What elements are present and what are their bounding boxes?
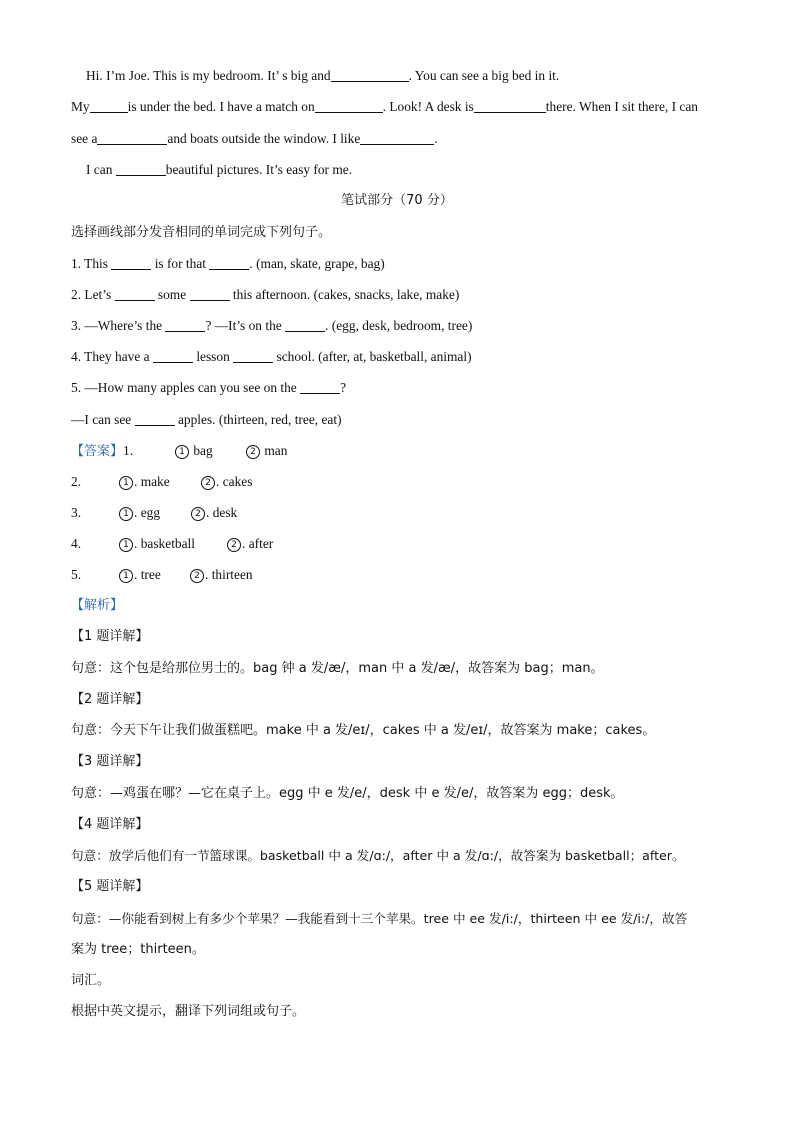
instruction: 选择画线部分发音相同的单词完成下列句子。 <box>71 225 332 240</box>
passage-line-3 <box>71 130 438 148</box>
question-1: 1. This is for that . (man, skate, grape, bag) <box>71 256 385 271</box>
detail-text-3: 句意：—鸡蛋在哪？—它在桌子上。egg 中 e 发/e/，desk 中 e 发/e/，故答案为 egg；desk。 <box>71 786 624 801</box>
passage-line-1 <box>86 67 559 85</box>
blank <box>116 163 166 176</box>
answer-label: 【答案】 <box>71 444 124 459</box>
question-4: 4. They have a lesson school. (after, at, basketball, animal) <box>71 349 472 364</box>
blank <box>115 288 155 301</box>
passage-text: is under the bed. I have a match on <box>127 99 315 114</box>
detail-text-2: 句意：今天下午让我们做蛋糕吧。make 中 a 发/eɪ/，cakes 中 a 发/eɪ/，故答案为 make；cakes。 <box>71 723 656 738</box>
question-3: 3. —Where’s the ? —It’s on the . (egg, desk, bedroom, tree) <box>71 318 473 333</box>
question-5-answer-line: —I can see apples. (thirteen, red, tree, eat) <box>71 412 342 427</box>
circle-number-icon: 1 <box>119 569 133 583</box>
passage-line-4 <box>86 161 352 179</box>
circle-number-icon: 2 <box>246 445 260 459</box>
blank <box>300 381 340 394</box>
passage-text: Hi. I’m Joe. This is my bedroom. It’ s big and <box>86 68 331 83</box>
passage-text: . Look! A desk is <box>382 99 474 114</box>
circle-number-icon: 1 <box>119 476 133 490</box>
blank <box>135 413 175 426</box>
detail-text-5-cont: 案为 tree；thirteen。 <box>71 942 205 957</box>
blank <box>90 100 128 113</box>
blank <box>331 69 409 82</box>
circle-number-icon: 1 <box>119 507 133 521</box>
detail-text-4: 句意：放学后他们有一节篮球课。basketball 中 a 发/ɑ:/，after 中 a 发/ɑ:/，故答案为 basketball；after。 <box>71 848 685 863</box>
circle-number-icon: 1 <box>119 538 133 552</box>
blank <box>474 100 546 113</box>
detail-title-5: 【5 题详解】 <box>71 879 149 894</box>
blank <box>209 257 249 270</box>
passage-text: I can <box>86 162 113 177</box>
question-2: 2. Let’s some this afternoon. (cakes, snacks, lake, make) <box>71 287 460 302</box>
passage-text: see a <box>71 131 98 146</box>
analysis-label: 【解析】 <box>71 598 124 613</box>
circle-number-icon: 1 <box>175 445 189 459</box>
blank <box>285 319 325 332</box>
passage-line-2 <box>71 98 698 116</box>
blank <box>111 257 151 270</box>
section-title: 笔试部分（70 分） <box>341 193 453 208</box>
blank <box>360 132 434 145</box>
answer-row-5: 5. 1 . tree 2 . thirteen <box>71 567 253 582</box>
detail-text-1: 句意：这个包是给那位男士的。bag 钟 a 发/æ/，man 中 a 发/æ/，故答案为 bag；man。 <box>71 661 604 676</box>
circle-number-icon: 2 <box>191 507 205 521</box>
passage-text: My <box>71 99 90 114</box>
detail-title-1: 【1 题详解】 <box>71 629 149 644</box>
blank <box>165 319 205 332</box>
detail-text-5: 句意：—你能看到树上有多少个苹果？—我能看到十三个苹果。tree 中 ee 发/i:/，thirteen 中 ee 发/i:/，故答 <box>71 911 688 926</box>
circle-number-icon: 2 <box>201 476 215 490</box>
detail-title-3: 【3 题详解】 <box>71 754 149 769</box>
blank <box>153 350 193 363</box>
blank <box>97 132 167 145</box>
blank <box>233 350 273 363</box>
answer-row-2: 2. 1 . make 2 . cakes <box>71 474 253 489</box>
passage-text: there. When I sit there, I can <box>545 99 698 114</box>
detail-title-4: 【4 题详解】 <box>71 817 149 832</box>
passage-text: and boats outside the window. I like <box>167 131 361 146</box>
answer-row-3: 3. 1 . egg 2 . desk <box>71 505 238 520</box>
passage-text: . <box>434 131 438 146</box>
answer-row-1: 【答案】1. 1 bag 2 man <box>71 443 288 459</box>
answer-row-4: 4. 1 . basketball 2 . after <box>71 536 274 551</box>
final-instruction: 根据中英文提示，翻译下列词组或句子。 <box>71 1004 306 1019</box>
vocab-note: 词汇。 <box>71 973 111 988</box>
passage-text: . You can see a big bed in it. <box>408 68 560 83</box>
blank <box>190 288 230 301</box>
blank <box>315 100 383 113</box>
circle-number-icon: 2 <box>190 569 204 583</box>
detail-title-2: 【2 题详解】 <box>71 692 149 707</box>
passage-text: beautiful pictures. It’s easy for me. <box>165 162 353 177</box>
question-5: 5. —How many apples can you see on the ? <box>71 380 347 395</box>
circle-number-icon: 2 <box>227 538 241 552</box>
